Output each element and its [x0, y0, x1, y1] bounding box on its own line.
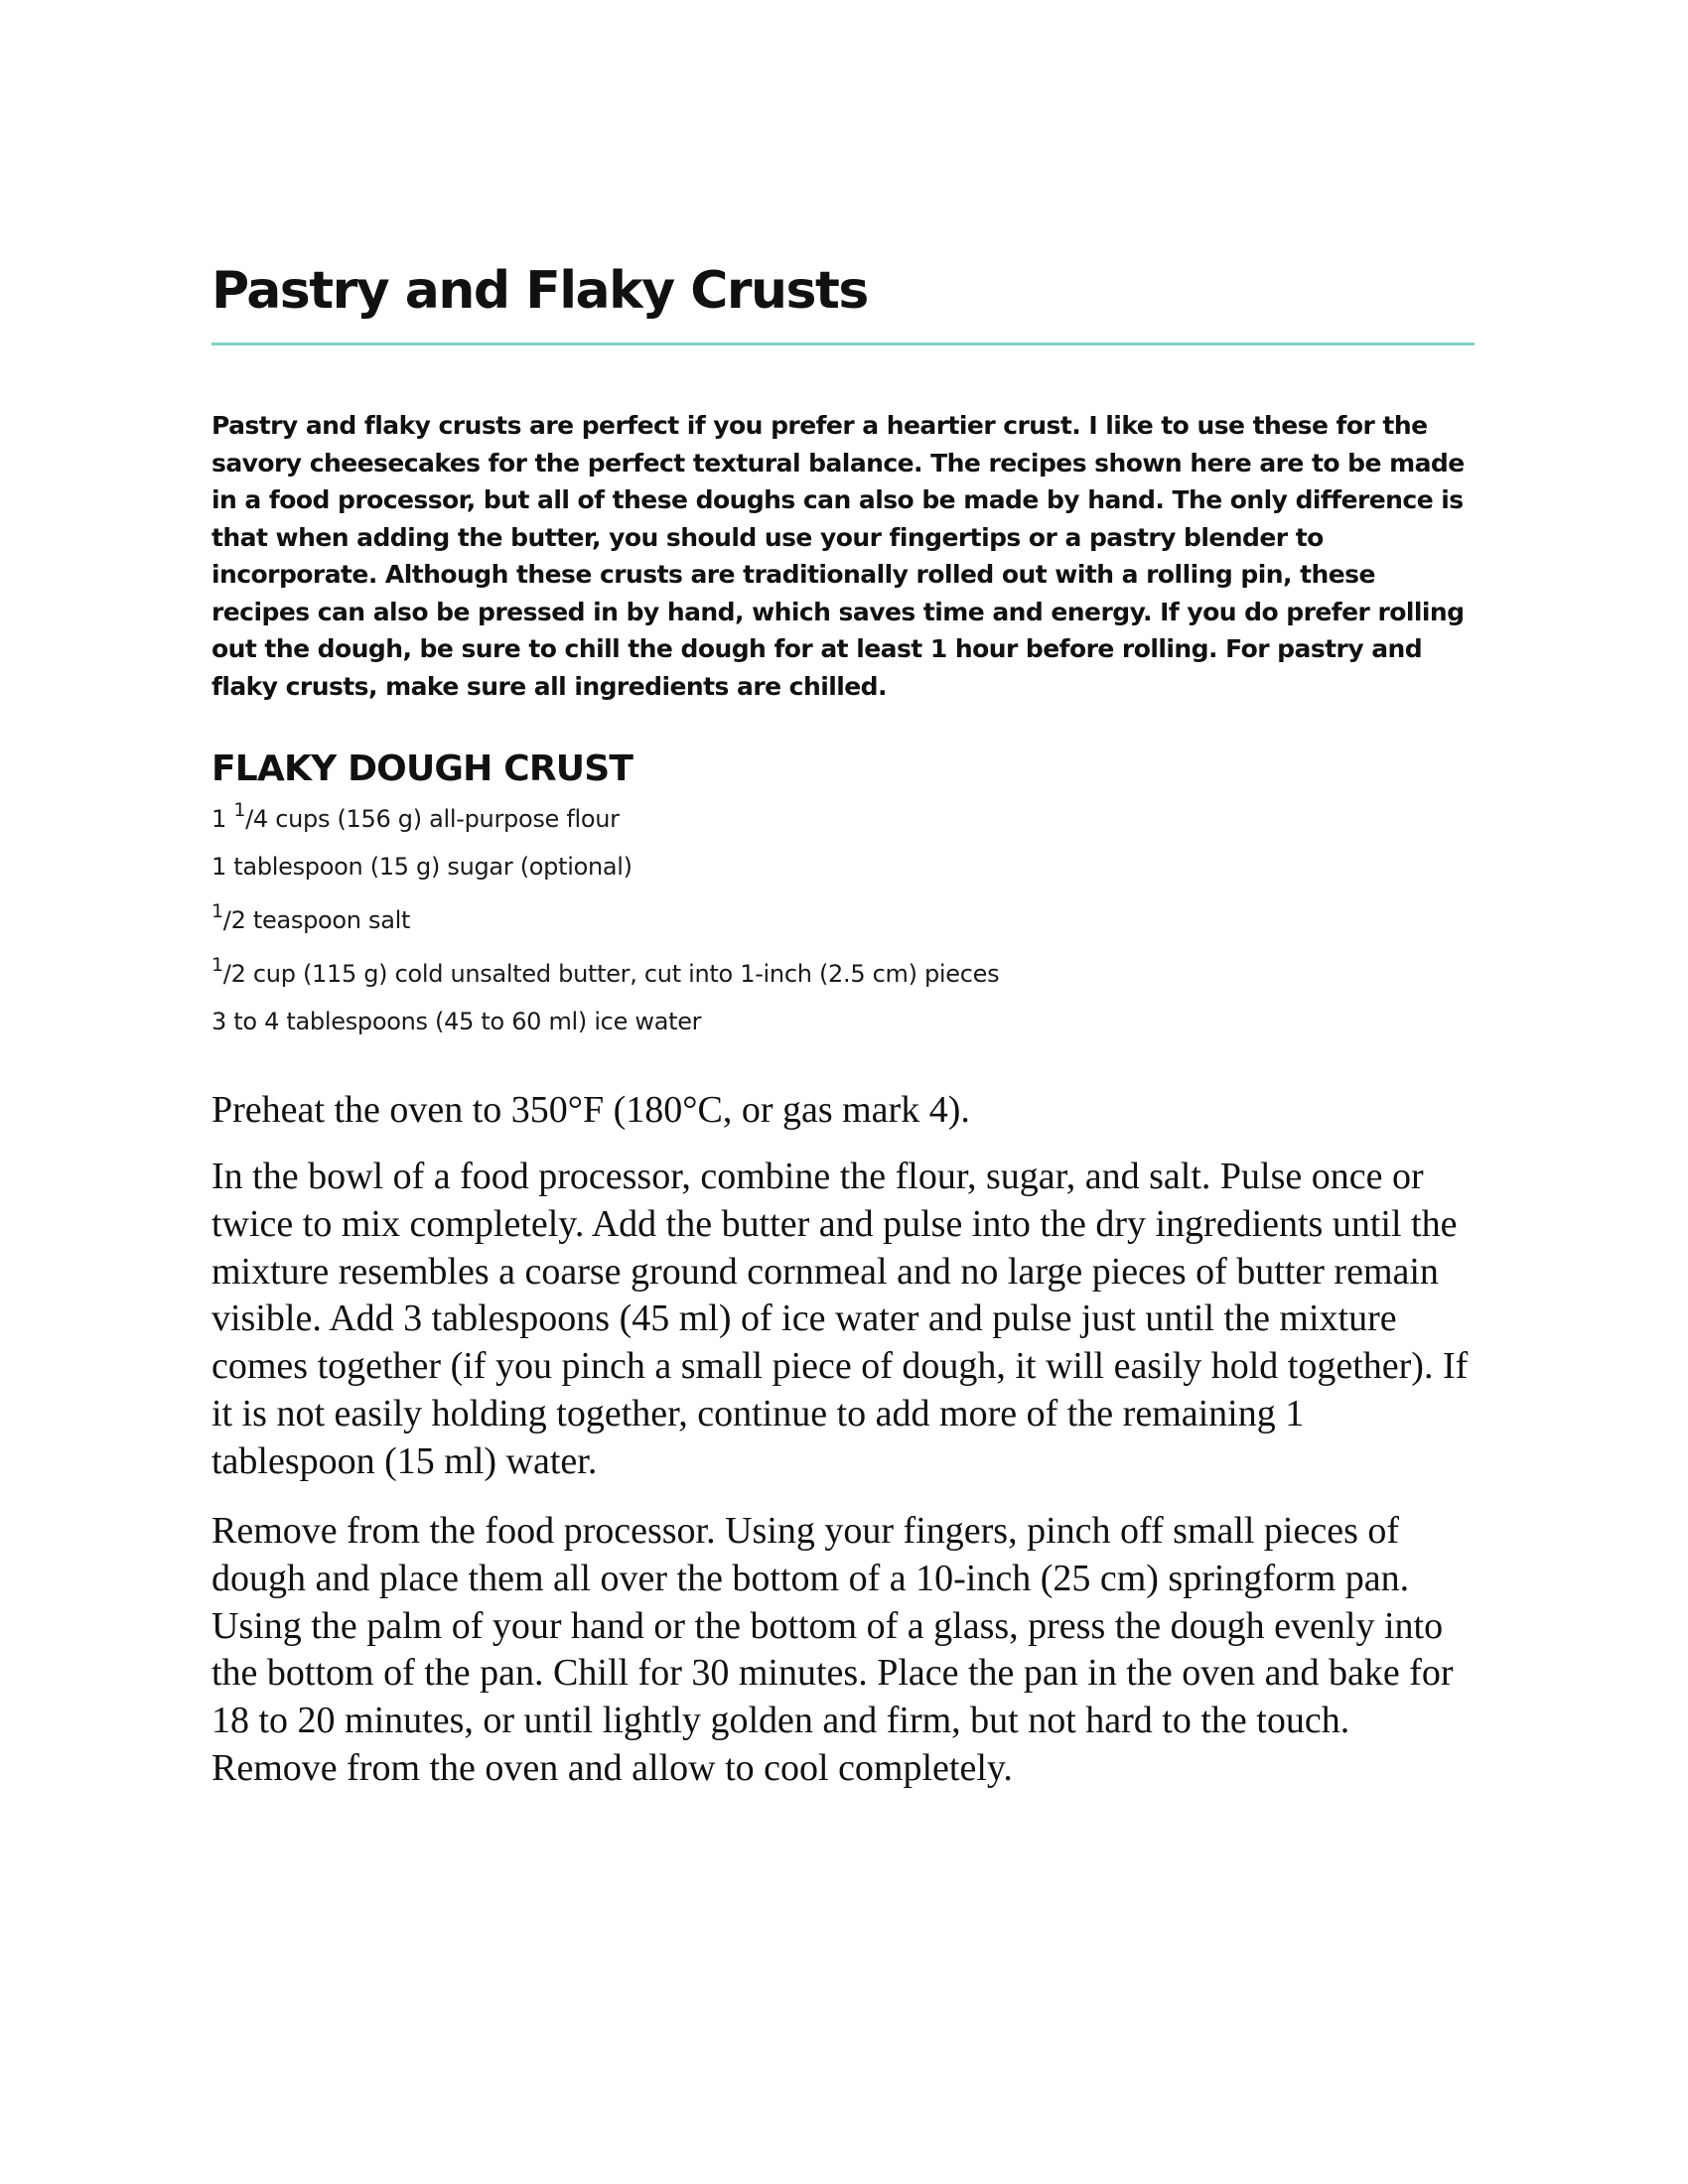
ingredient-item: [211, 799, 620, 836]
step-preheat: Preheat the oven to 350°F (180°C, or gas mark 4).: [211, 1089, 970, 1131]
ingredient-numerator: 1: [233, 799, 246, 821]
step-mix-dough: In the bowl of a food processor, combine the flour, sugar, and salt. Pulse once or twice to mix completely. Add the butter and pulse into the dry ingredients until the mixture resembles a coarse ground cornmeal and no large pieces of butter remain visible. Add 3 tablespoons (45 ml) of ice water and pulse just until the mixture comes together (if you pinch a small piece of dough, it will easily hold together). If it is not easily holding together, continue to add more of the remaining 1 tablespoon (15 ml) water.: [211, 1156, 1469, 1482]
page-title: Pastry and Flaky Crusts: [211, 261, 868, 321]
ingredient-text: /2 cup (115 g) cold unsalted butter, cut into 1-inch (2.5 cm) pieces: [222, 960, 1000, 988]
intro-paragraph: Pastry and flaky crusts are perfect if you prefer a heartier crust. I like to use these for the savory cheesecakes for the perfect textural balance. The recipes shown here are to be made in a food processor, but all of these doughs can also be made by hand. The only difference is that when adding the butter, you should use your fingertips or a pastry blender to incorporate. Although these crusts are traditionally rolled out with a rolling pin, these recipes can also be pressed in by hand, which saves time and energy. If you do prefer rolling out the dough, be sure to chill the dough for at least 1 hour before rolling. For pastry and flaky crusts, make sure all ingredients are chilled.: [211, 411, 1465, 701]
ingredient-whole: 1: [211, 805, 226, 833]
ingredient-item: [211, 1005, 701, 1038]
ingredient-text: 3 to 4 tablespoons (45 to 60 ml) ice water: [211, 1008, 702, 1035]
ingredient-numerator: 1: [211, 954, 223, 976]
ingredient-item: [211, 954, 1000, 991]
ingredient-item: [211, 900, 411, 937]
recipe-heading: FLAKY DOUGH CRUST: [211, 749, 633, 789]
step-press-bake: Remove from the food processor. Using your fingers, pinch off small pieces of dough and place them all over the bottom of a 10-inch (25 cm) springform pan. Using the palm of your hand or the bottom of a glass, press the dough evenly into the bottom of the pan. Chill for 30 minutes. Place the pan in the oven and bake for 18 to 20 minutes, or until lightly golden and firm, but not hard to the touch. Remove from the oven and allow to cool completely.: [211, 1510, 1454, 1789]
ingredient-text: 1 tablespoon (15 g) sugar (optional): [211, 853, 633, 881]
ingredient-item: [211, 850, 633, 884]
ingredient-text: /4 cups (156 g) all-purpose flour: [245, 805, 620, 833]
ingredient-text: /2 teaspoon salt: [222, 906, 411, 934]
ingredient-numerator: 1: [211, 900, 223, 922]
title-divider: [211, 342, 1475, 345]
